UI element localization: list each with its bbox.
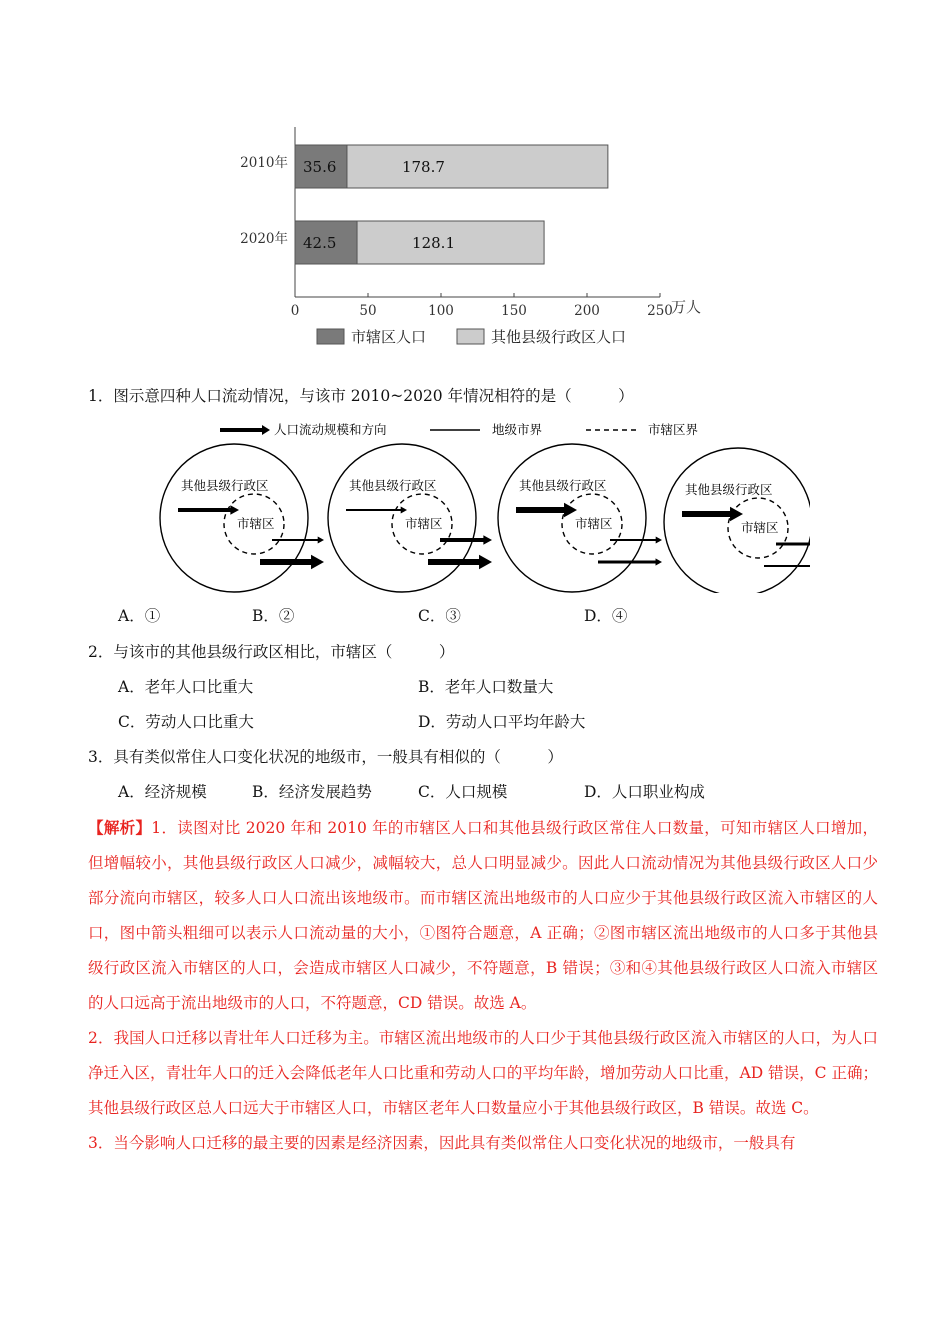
legend-label-1: 其他县级行政区人口 <box>491 328 627 346</box>
analysis-text-1: 1．读图对比 2020 年和 2010 年的市辖区人口和其他县级行政区常住人口数量，可知市辖区人口增加，但增幅较小，其他县级行政区人口减少，减幅较大，总人口明显减少。因此人口流动情况为其他县级行政区人口少部分流向市辖区，较多人口人口流出该地级市。而市辖区流出地级市的人口应少于其他县级行政区流入市辖区的人口，图中箭头粗细可以表示人口流动量的大小，①图符合题意，A 正确；②图市辖区流出地级市的人口多于其他县级行政区流入市辖区的人口，会造成市辖区人口减少，不符题意，B 错误；③和④其他县级行政区人口流入市辖区的人口远高于流出地级市的人口，不符题意，CD 错误。故选 A。 <box>88 819 878 1012</box>
inflow-arrow-1-head <box>230 505 239 515</box>
city-boundary-1 <box>160 444 308 592</box>
population-bar-chart <box>220 110 740 360</box>
district-outflow-arrow-3-head <box>656 537 662 544</box>
question-3-stem: 3．具有类似常住人口变化状况的地级市，一般具有相似的（ ） <box>88 748 563 766</box>
legend-dashed-label: 市辖区界 <box>648 423 699 437</box>
legend-arrow-label: 人口流动规模和方向 <box>274 423 387 437</box>
county-outflow-arrow-2-head <box>479 555 492 569</box>
city-boundary-4 <box>664 448 810 593</box>
question-1-stem: 1．图示意四种人口流动情况，与该市 2010~2020 年情况相符的是（ ） <box>88 387 634 405</box>
city-boundary-3 <box>498 444 646 592</box>
data-label-0-0: 35.6 <box>303 158 337 176</box>
inner-label-1: 市辖区 <box>237 517 275 531</box>
inflow-arrow-3-head <box>564 503 577 517</box>
legend-solid-label: 地级市界 <box>492 423 543 437</box>
x-tick-label-3: 150 <box>501 303 527 319</box>
city-boundary-2 <box>328 444 476 592</box>
district-outflow-arrow-1-head <box>318 537 324 544</box>
q2-option-d[interactable]: D．劳动人口平均年龄大 <box>418 713 586 731</box>
x-tick-label-4: 200 <box>574 303 600 319</box>
inner-label-2: 市辖区 <box>405 517 443 531</box>
outer-label-1: 其他县级行政区 <box>181 479 269 493</box>
inflow-arrow-4-head <box>730 507 743 521</box>
county-outflow-arrow-3-head <box>656 558 662 565</box>
q2-option-a[interactable]: A．老年人口比重大 <box>118 678 254 696</box>
outer-label-3: 其他县级行政区 <box>519 479 607 493</box>
q1-option-c[interactable]: C．③ <box>418 607 461 625</box>
category-label-0: 2010年 <box>240 155 288 171</box>
outer-label-2: 其他县级行政区 <box>349 479 437 493</box>
data-label-1-1: 128.1 <box>412 234 456 252</box>
analysis-section <box>88 810 878 1161</box>
data-label-0-1: 178.7 <box>401 158 445 176</box>
data-label-1-0: 42.5 <box>303 234 337 252</box>
district-outflow-arrow-2-head <box>483 535 492 545</box>
q2-option-c[interactable]: C．劳动人口比重大 <box>118 713 254 731</box>
bar-0-1 <box>347 145 608 188</box>
inner-label-4: 市辖区 <box>741 521 779 535</box>
category-label-1: 2020年 <box>240 231 288 247</box>
q3-option-b[interactable]: B．经济发展趋势 <box>252 783 372 801</box>
population-flow-diagrams <box>150 418 810 593</box>
q3-option-c[interactable]: C．人口规模 <box>418 783 508 801</box>
legend-swatch-1 <box>457 329 484 344</box>
analysis-marker: 【解析】 <box>88 818 152 837</box>
x-tick-label-1: 50 <box>359 303 377 319</box>
question-2-stem: 2．与该市的其他县级行政区相比，市辖区（ ） <box>88 643 455 661</box>
x-tick-label-0: 0 <box>290 303 300 319</box>
legend-label-0: 市辖区人口 <box>351 328 427 346</box>
x-tick-label-2: 100 <box>428 303 454 319</box>
outer-label-4: 其他县级行政区 <box>685 483 773 497</box>
q1-option-d[interactable]: D．④ <box>584 607 628 625</box>
q3-option-d[interactable]: D．人口职业构成 <box>584 783 705 801</box>
inflow-arrow-2-head <box>401 507 407 514</box>
legend-swatch-0 <box>317 329 344 344</box>
inner-label-3: 市辖区 <box>575 517 613 531</box>
q1-option-a[interactable]: A．① <box>118 607 161 625</box>
q2-option-b[interactable]: B．老年人口数量大 <box>418 678 554 696</box>
county-outflow-arrow-1-head <box>311 555 324 569</box>
analysis-paragraph-3: 3．当今影响人口迁移的最主要的因素是经济因素，因此具有类似常住人口变化状况的地级市，一般具有 <box>88 1134 796 1152</box>
analysis-paragraph-2: 2．我国人口迁移以青壮年人口迁移为主。市辖区流出地级市的人口少于其他县级行政区流入市辖区的人口，为人口净迁入区，青壮年人口的迁入会降低老年人口比重和劳动人口的平均年龄，增加劳动人口比重，AD 错误，C 正确；其他县级行政区总人口远大于市辖区人口，市辖区老年人口数量应小于其他县级行政区，B 错误。故选 C。 <box>88 1029 878 1117</box>
diagram-legend <box>220 422 699 437</box>
q3-option-a[interactable]: A．经济规模 <box>118 783 207 801</box>
analysis-paragraph-1 <box>88 810 878 1021</box>
x-unit-label: 万人 <box>671 298 702 316</box>
q1-option-b[interactable]: B．② <box>252 607 295 625</box>
x-tick-label-5: 250 <box>647 303 673 319</box>
